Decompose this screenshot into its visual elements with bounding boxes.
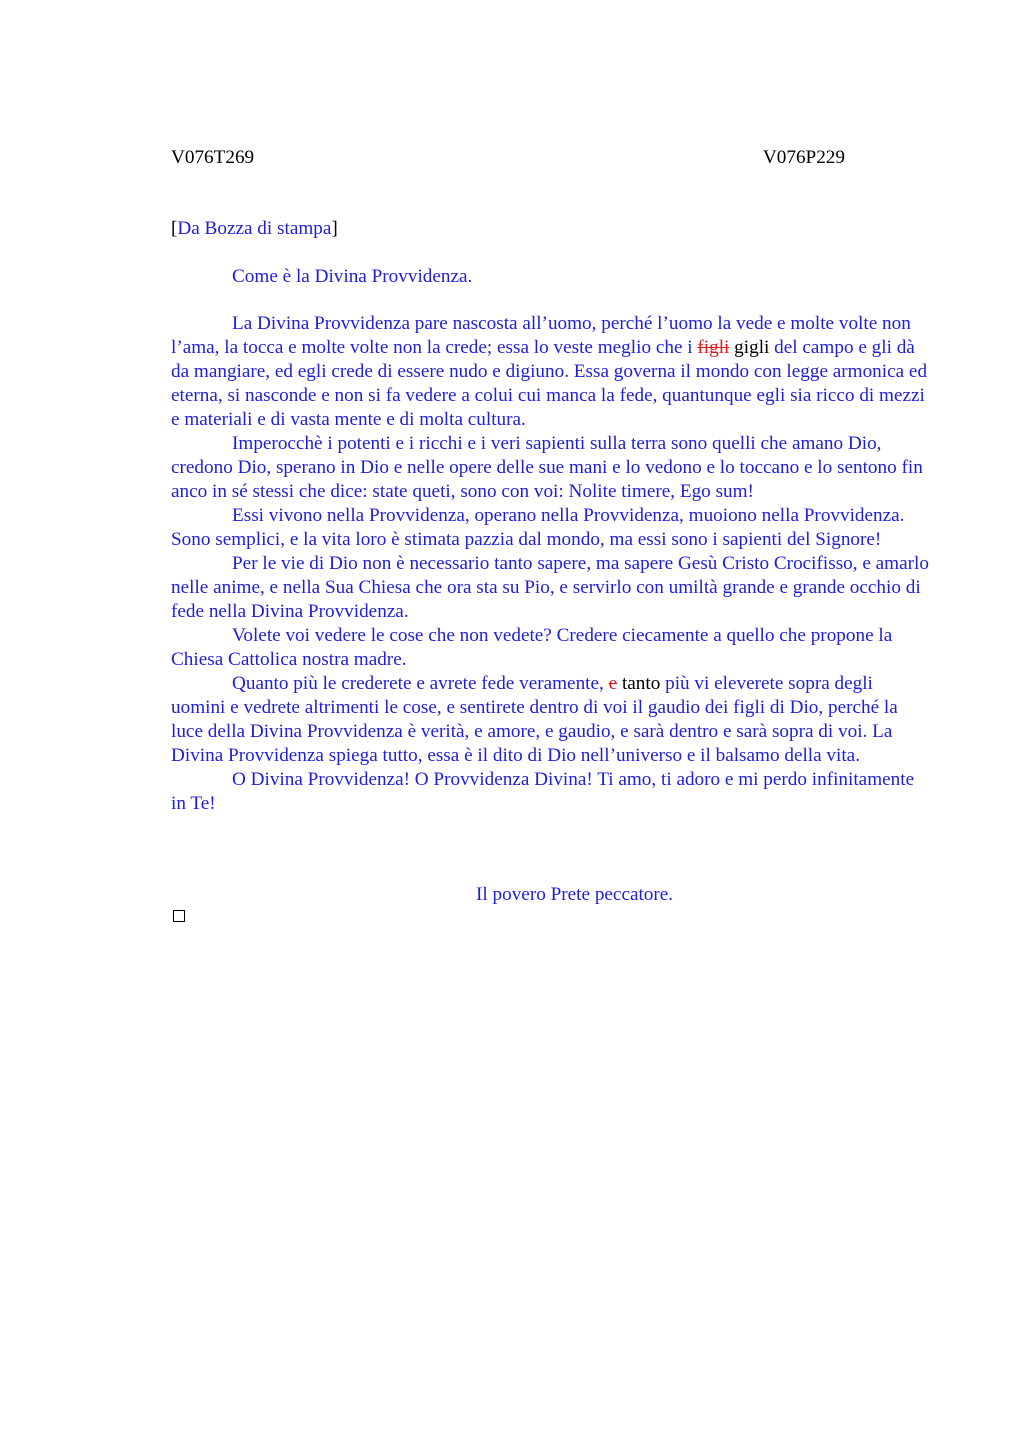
- paragraph-1-text-before: La Divina Provvidenza pare nascosta all’uomo, perché l’uomo la vede e molte volte non l’ama, la tocca e molte volte non la crede; essa lo veste meglio che i: [171, 313, 911, 358]
- paragraph-6-text-before: Quanto più le crederete e avrete fede veramente,: [232, 673, 609, 694]
- source-note: [171, 217, 338, 241]
- paragraph-5: Volete voi vedere le cose che non vedete? Credere ciecamente a quello che propone la Chiesa Cattolica nostra madre.: [171, 625, 893, 670]
- paragraph-1-text-after: del campo e gli dà da mangiare, ed egli crede di essere nudo e digiuno. Essa governa il mondo con legge armonica ed eterna, si nasconde e non si fa vedere a colui cui manca la fede, quantunque egli sia ricco di mezzi e materiali e di vasta mente e di molta cultura.: [171, 337, 928, 430]
- inserted-word: tanto: [617, 673, 661, 694]
- paragraph-2: Imperocchè i potenti e i ricchi e i veri sapienti sulla terra sono quelli che amano Dio, credono Dio, sperano in Dio e nelle opere delle sue mani e lo vedono e lo toccano e lo sentono fin anco in sé stessi che dice: state queti, sono con voi: Nolite timere, Ego sum!: [171, 433, 923, 502]
- source-note-open-bracket: [: [171, 218, 178, 239]
- document-title: Come è la Divina Provvidenza.: [232, 266, 473, 287]
- paragraph-3: Essi vivono nella Provvidenza, operano nella Provvidenza, muoiono nella Provvidenza. Sono semplici, e la vita loro è stimata pazzia dal mondo, ma essi sono i sapienti del Signore!: [171, 505, 905, 550]
- paragraph-6: [171, 672, 931, 768]
- source-note-text: Da Bozza di stampa: [177, 218, 332, 239]
- deleted-word: figli: [697, 337, 730, 358]
- inserted-word: gigli: [729, 337, 770, 358]
- paragraph-7: O Divina Provvidenza! O Provvidenza Divina! Ti amo, ti adoro e mi perdo infinitamente in Te!: [171, 769, 915, 814]
- paragraph-4: Per le vie di Dio non è necessario tanto sapere, ma sapere Gesù Cristo Crocifisso, e amarlo nelle anime, e nella Sua Chiesa che ora sta su Pio, e servirlo con umiltà grande e grande occhio di fede nella Divina Provvidenza.: [171, 553, 929, 622]
- paragraph-6-text-after: più vi eleverete sopra degli uomini e vedrete altrimenti le cose, e sentirete dentro di voi il gaudio dei figli di Dio, perché la luce della Divina Provvidenza è verità, e amore, e gaudio, e sarà dentro e sarà sopra di voi. La Divina Provvidenza spiega tutto, essa è il dito di Dio nell’universo e il balsamo della vita.: [171, 673, 898, 766]
- deleted-word: e: [608, 673, 618, 694]
- header-right-code: V076P229: [762, 147, 845, 168]
- signature: Il povero Prete peccatore.: [476, 884, 674, 905]
- source-note-close-bracket: ]: [331, 218, 338, 239]
- document-header: [171, 146, 845, 170]
- paragraph-1: [171, 312, 931, 432]
- header-left-code: V076T269: [171, 147, 255, 168]
- end-marker-box-icon: [173, 910, 185, 922]
- document-body: [171, 312, 931, 816]
